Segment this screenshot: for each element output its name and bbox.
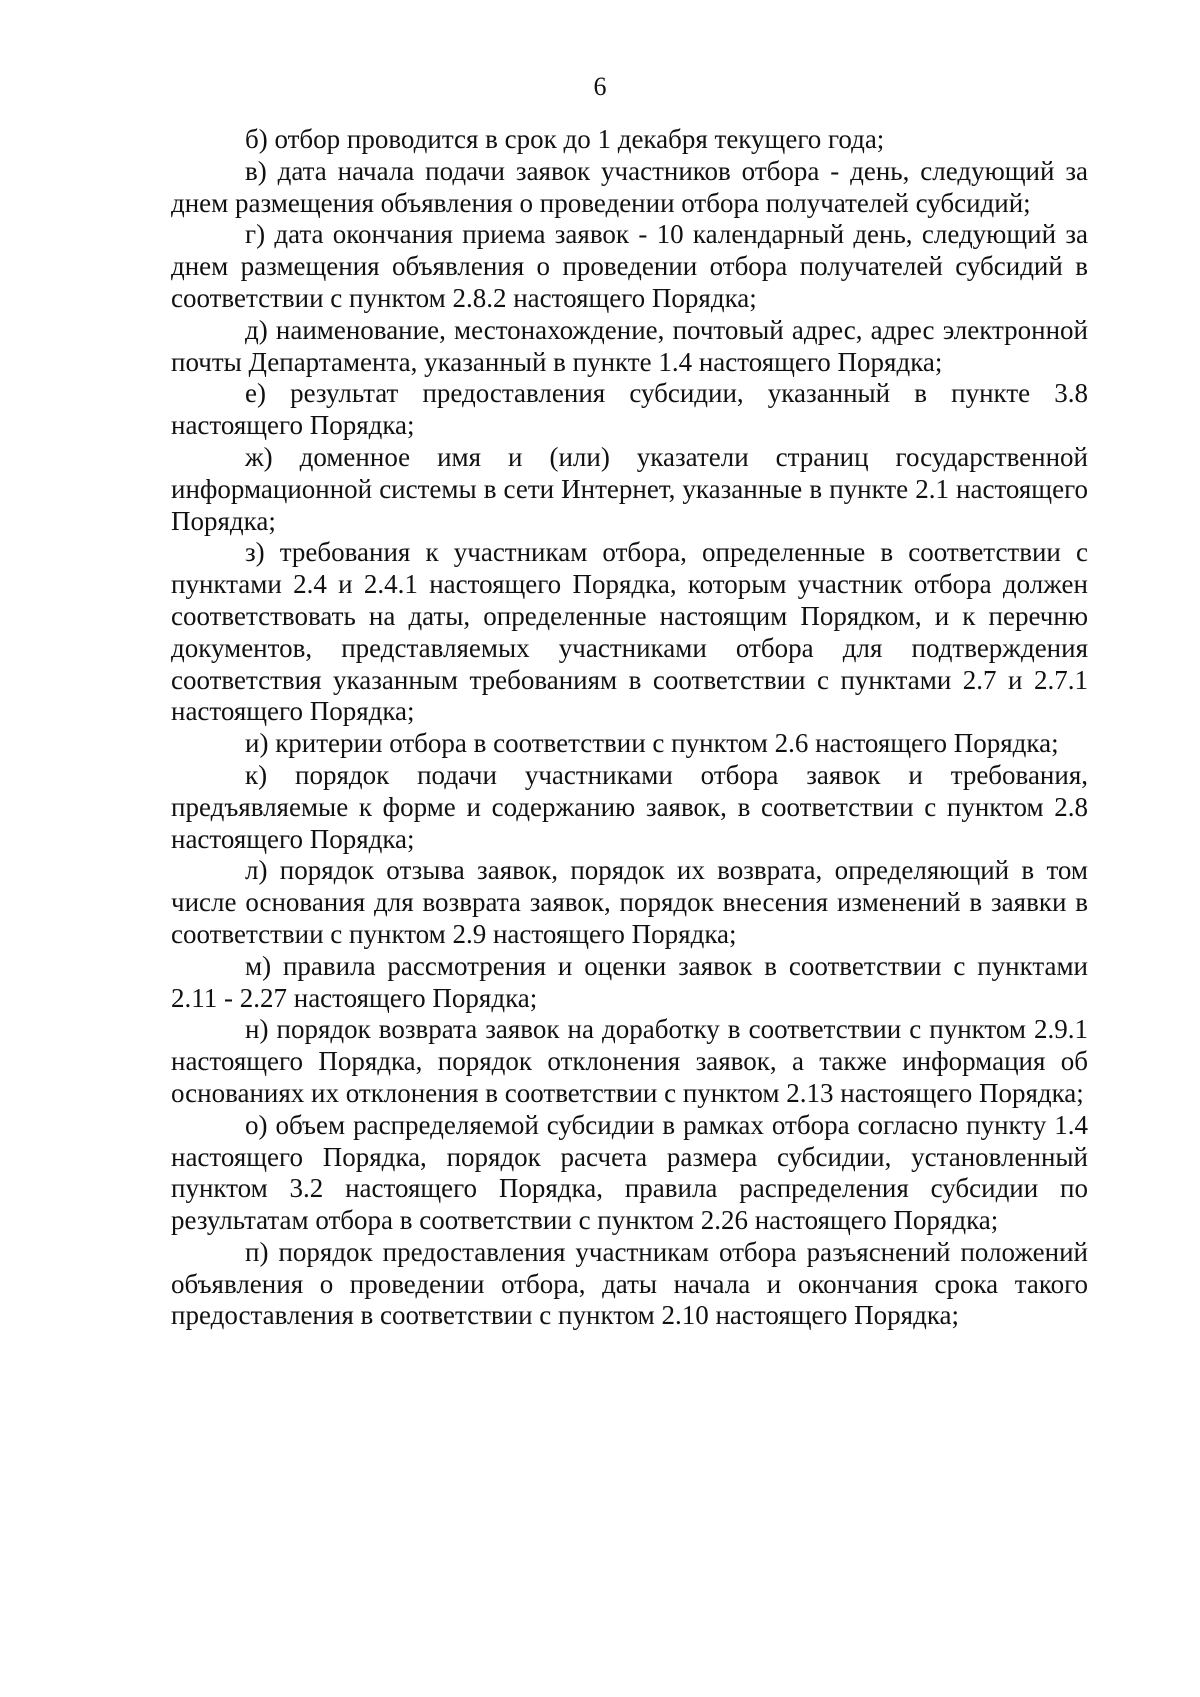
list-item-i: и) критерии отбора в соответствии с пунктом 2.6 настоящего Порядка; <box>245 728 1059 759</box>
list-item-k: к) порядок подачи участниками отбора заявок и требования, предъявляемые к форме и содержанию заявок, в соответствии с пунктом 2.8 настоящего Порядка; <box>171 759 1088 854</box>
list-item-v: в) дата начала подачи заявок участников отбора - день, следующий за днем размещения объявления о проведении отбора получателей субсидий; <box>171 155 1088 218</box>
list-item-d: д) наименование, местонахождение, почтовый адрес, адрес электронной почты Департамента, указанный в пункте 1.4 настоящего Порядка; <box>171 314 1088 377</box>
page-number: 6 <box>593 72 607 101</box>
list-item-b: б) отбор проводится в срок до 1 декабря текущего года; <box>245 124 885 154</box>
list-item-o: о) объем распределяемой субсидии в рамках отбора согласно пункту 1.4 настоящего Порядка, порядок расчета размера субсидии, установленный пунктом 3.2 настоящего Порядка, правила распределения субсидии по результатам отбора в соответствии с пунктом 2.26 настоящего Порядка; <box>171 1109 1088 1236</box>
list-item-l: л) порядок отзыва заявок, порядок их возврата, определяющий в том числе основания для возврата заявок, порядок внесения изменений в заявки в соответствии с пунктом 2.9 настоящего Порядка; <box>171 855 1088 949</box>
list-item-g: г) дата окончания приема заявок - 10 календарный день, следующий за днем размещения объявления о проведении отбора получателей субсидий в соответствии с пунктом 2.8.2 настоящего Порядка; <box>171 219 1088 313</box>
list-item-m: м) правила рассмотрения и оценки заявок в соответствии с пунктами 2.11 - 2.27 настоящего Порядка; <box>171 950 1088 1013</box>
list-item-n: н) порядок возврата заявок на доработку в соответствии с пунктом 2.9.1 настоящего Порядка, порядок отклонения заявок, а также информация об основаниях их отклонения в соответствии с пунктом 2.13 настоящего Порядка; <box>171 1014 1088 1108</box>
document-body <box>171 124 1088 1332</box>
list-item-e: е) результат предоставления субсидии, указанный в пункте 3.8 настоящего Порядка; <box>171 378 1088 441</box>
list-item-z: з) требования к участникам отбора, определенные в соответствии с пунктами 2.4 и 2.4.1 настоящего Порядка, которым участник отбора должен соответствовать на даты, определенные настоящим Порядком, и к перечню документов, представляемых участниками отбора для подтверждения соответствия указанным требованиям в соответствии с пунктами 2.7 и 2.7.1 настоящего Порядка; <box>171 537 1088 727</box>
list-item-p: п) порядок предоставления участникам отбора разъяснений положений объявления о проведении отбора, даты начала и окончания срока такого предоставления в соответствии с пунктом 2.10 настоящего Порядка; <box>171 1236 1088 1331</box>
list-item-zh: ж) доменное имя и (или) указатели страниц государственной информационной системы в сети Интернет, указанные в пункте 2.1 настоящего Порядка; <box>171 441 1088 536</box>
